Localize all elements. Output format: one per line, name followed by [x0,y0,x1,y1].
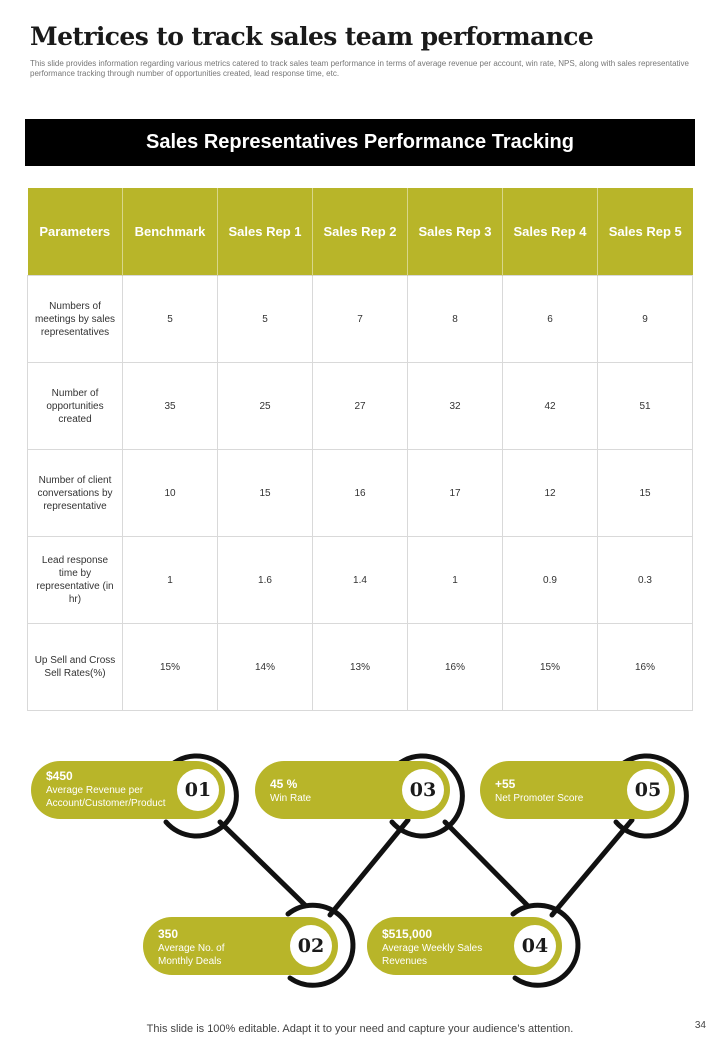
header-sales-rep-5: Sales Rep 5 [598,188,693,276]
header-parameters: Parameters [28,188,123,276]
metric-label: Average No. of Monthly Deals [158,943,225,967]
metric-value: $450 [46,769,73,783]
metric-label: Average Weekly Sales Revenues [382,943,483,967]
metric-card-01 [31,761,225,819]
banner-title: Sales Representatives Performance Tracking [146,131,574,153]
parameter-cell: Number of opportunities created [28,363,123,450]
value-cell: 15% [503,624,598,711]
metric-number-badge: 01 [177,769,219,811]
value-cell: 32 [408,363,503,450]
value-cell: 16 [313,450,408,537]
value-cell: 15% [123,624,218,711]
value-cell: 15 [598,450,693,537]
metric-number-badge: 02 [290,925,332,967]
metric-value: 350 [158,927,179,941]
value-cell: 1 [408,537,503,624]
parameter-cell: Number of client conversations by representative [28,450,123,537]
value-cell: 35 [123,363,218,450]
metric-card-02 [143,917,338,975]
connector-line-01-02 [220,822,305,905]
value-cell: 1.4 [313,537,408,624]
metric-value: 45 % [270,777,298,791]
connector-line-02-03 [330,820,408,915]
value-cell: 8 [408,276,503,363]
value-cell: 13% [313,624,408,711]
connector-line-03-04 [445,822,527,905]
value-cell: 7 [313,276,408,363]
metric-value: $515,000 [382,927,433,941]
value-cell: 1.6 [218,537,313,624]
parameter-cell: Up Sell and Cross Sell Rates(%) [28,624,123,711]
value-cell: 12 [503,450,598,537]
value-cell: 5 [123,276,218,363]
value-cell: 16% [598,624,693,711]
metric-card-05 [480,761,675,819]
metric-number-badge: 04 [514,925,556,967]
value-cell: 25 [218,363,313,450]
value-cell: 14% [218,624,313,711]
value-cell: 17 [408,450,503,537]
metric-number-badge: 05 [627,769,669,811]
value-cell: 15 [218,450,313,537]
header-sales-rep-3: Sales Rep 3 [408,188,503,276]
metric-value: +55 [495,777,516,791]
value-cell: 42 [503,363,598,450]
parameter-cell: Lead response time by representative (in hr) [28,537,123,624]
metric-number-badge: 03 [402,769,444,811]
metric-card-04 [367,917,562,975]
metric-label: Win Rate [270,793,312,804]
value-cell: 1 [123,537,218,624]
value-cell: 9 [598,276,693,363]
connector-line-04-05 [552,820,632,915]
value-cell: 16% [408,624,503,711]
header-sales-rep-1: Sales Rep 1 [218,188,313,276]
header-sales-rep-2: Sales Rep 2 [313,188,408,276]
metric-card-03 [255,761,450,819]
value-cell: 51 [598,363,693,450]
metric-label: Net Promoter Score [495,793,584,804]
value-cell: 10 [123,450,218,537]
value-cell: 6 [503,276,598,363]
page-number: 34 [694,1020,706,1031]
parameter-cell: Numbers of meetings by sales representatives [28,276,123,363]
page-title: Metrices to track sales team performance [30,22,594,51]
page-footer: This slide is 100% editable. Adapt it to your need and capture your audience’s attention. [146,1023,574,1035]
header-benchmark: Benchmark [123,188,218,276]
page-subtitle: This slide provides information regarding various metrics catered to track sales team performance in terms of average revenue per account, win rate, NPS, along with sales representative performance tracking through number of opportunities created, lead response time, etc. [30,59,689,78]
header-sales-rep-4: Sales Rep 4 [503,188,598,276]
value-cell: 0.3 [598,537,693,624]
value-cell: 0.9 [503,537,598,624]
value-cell: 5 [218,276,313,363]
metric-label: Average Revenue per Account/Customer/Product [46,785,166,809]
value-cell: 27 [313,363,408,450]
